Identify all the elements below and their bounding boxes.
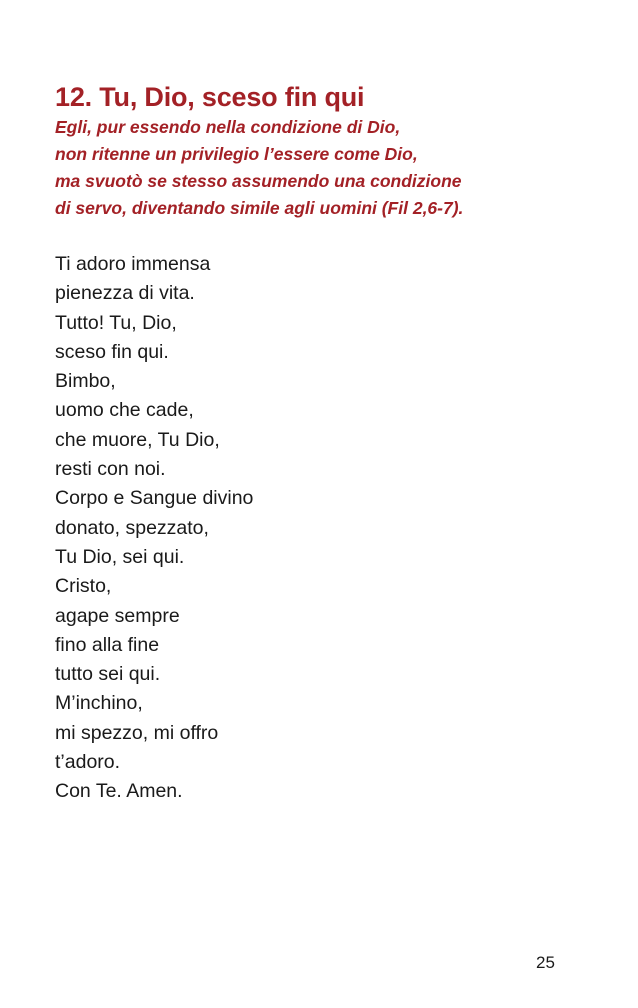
poem-line: Ti adoro immensa: [55, 253, 211, 275]
poem-line: tutto sei qui.: [55, 663, 161, 686]
page-number: 25: [536, 953, 555, 972]
poem-line: pienezza di vita.: [55, 282, 195, 305]
poem-text: [55, 250, 595, 807]
poem-line: Tutto! Tu, Dio,: [55, 311, 177, 334]
poem-line: Corpo e Sangue divino: [55, 487, 254, 510]
poem-line: fino alla fine: [55, 633, 160, 656]
poem-line: Cristo,: [55, 575, 112, 598]
poem-line: Tu Dio, sei qui.: [55, 545, 185, 568]
poem-line: uomo che cade,: [55, 399, 194, 422]
poem-line: resti con noi.: [55, 458, 166, 481]
page-title: 12. Tu, Dio, sceso fin qui: [55, 82, 365, 112]
poem-line: t’adoro.: [55, 751, 121, 774]
poem-line: donato, spezzato,: [55, 516, 209, 539]
scripture-intro: [55, 114, 595, 222]
intro-line: ma svuotò se stesso assumendo una condizione: [55, 171, 462, 191]
intro-line: Egli, pur essendo nella condizione di Dio,: [55, 117, 401, 137]
intro-line: di servo, diventando simile agli uomini (Fil 2,6-7).: [55, 198, 464, 218]
poem-line: Con Te. Amen.: [55, 780, 183, 803]
intro-line: non ritenne un privilegio l’essere come Dio,: [55, 144, 418, 164]
poem-line: mi spezzo, mi offro: [55, 721, 219, 744]
poem-line: agape sempre: [55, 604, 180, 627]
poem-line: M’inchino,: [55, 692, 143, 715]
prayer-page: [55, 80, 595, 807]
poem-line: Bimbo,: [55, 370, 116, 393]
poem-line: sceso fin qui.: [55, 340, 169, 363]
poem-line: che muore, Tu Dio,: [55, 428, 220, 451]
